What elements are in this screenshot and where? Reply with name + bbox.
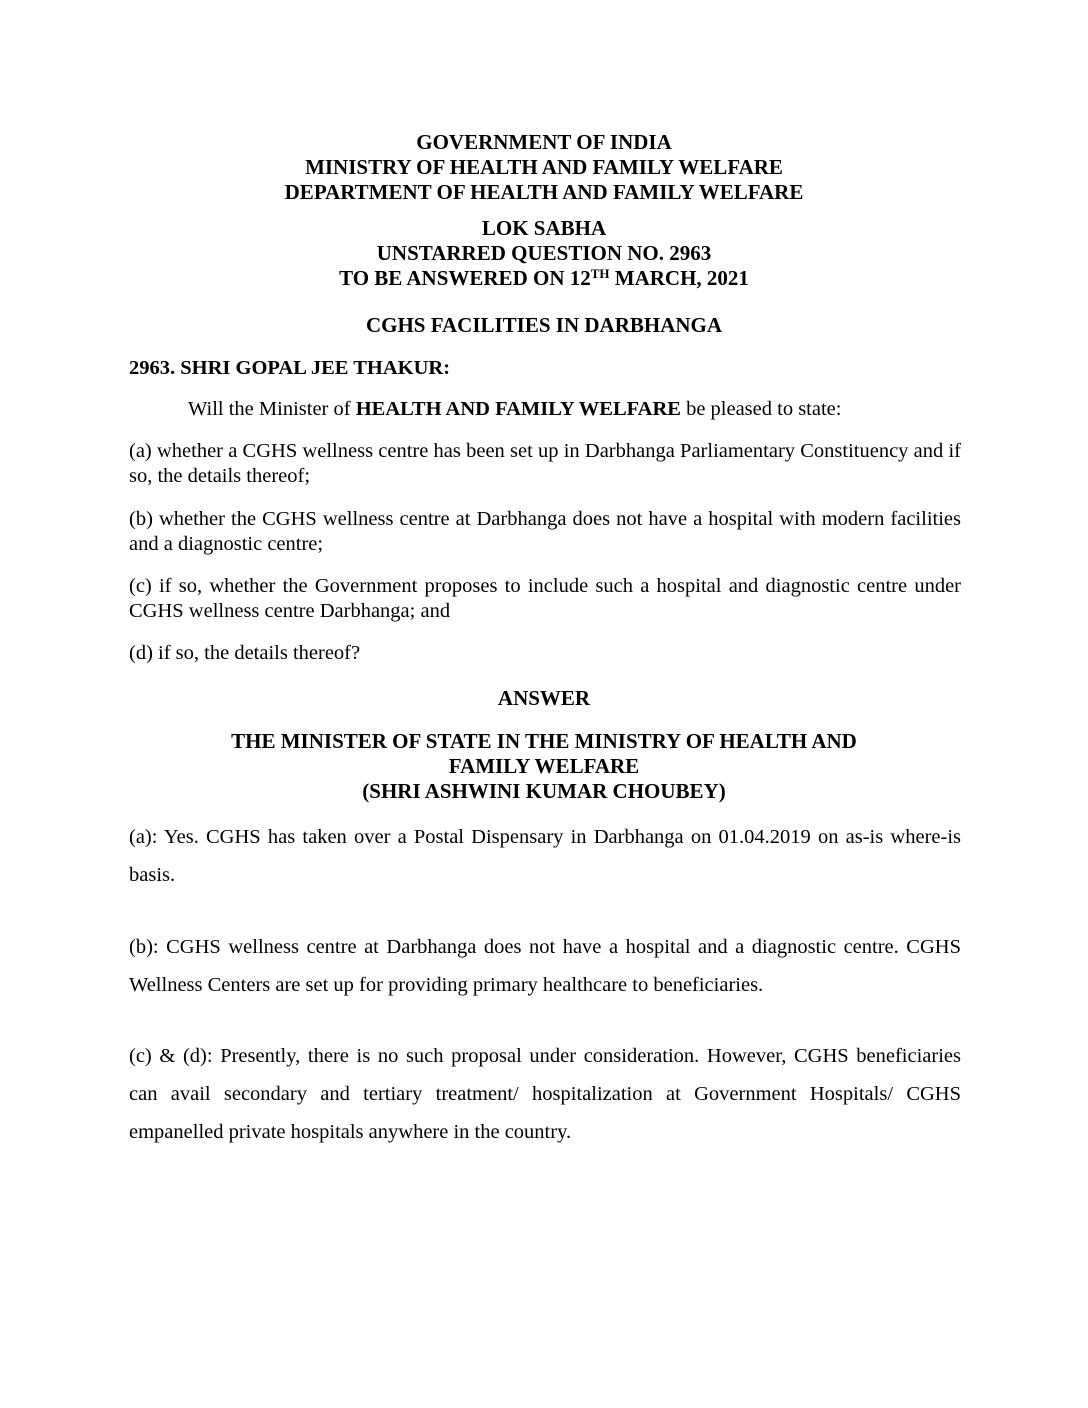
intro-pre: Will the Minister of bbox=[188, 398, 356, 420]
answer-date-suffix: MARCH, 2021 bbox=[609, 266, 749, 290]
answer-date bbox=[0, 266, 1088, 291]
intro-ministry: HEALTH AND FAMILY WELFARE bbox=[355, 398, 681, 420]
answer-heading: ANSWER bbox=[497, 686, 591, 710]
house-name: LOK SABHA bbox=[481, 216, 607, 240]
house-block bbox=[0, 216, 1088, 291]
answer-date-superscript: TH bbox=[590, 266, 610, 281]
header-line-1: GOVERNMENT OF INDIA bbox=[416, 130, 672, 154]
asker-name: 2963. SHRI GOPAL JEE THAKUR: bbox=[129, 357, 451, 379]
header-line-3: DEPARTMENT OF HEALTH AND FAMILY WELFARE bbox=[284, 180, 804, 204]
minister-line-2: FAMILY WELFARE bbox=[448, 754, 640, 778]
question-number: UNSTARRED QUESTION NO. 2963 bbox=[376, 241, 712, 265]
answer-b: (b): CGHS wellness centre at Darbhanga does not have a hospital and a diagnostic centre. CGHS Wellness Centers are set up for providing primary healthcare to beneficiaries. bbox=[129, 936, 961, 996]
intro-post: be pleased to state: bbox=[680, 398, 842, 420]
answer-cd: (c) & (d): Presently, there is no such proposal under consideration. However, CGHS beneficiaries can avail secondary and tertiary treatment/ hospitalization at Government Hospitals/ CGHS empanelled private hospitals anywhere in the country. bbox=[129, 1045, 961, 1143]
government-header bbox=[0, 130, 1088, 205]
subject-title: CGHS FACILITIES IN DARBHANGA bbox=[365, 313, 723, 337]
question-b: (b) whether the CGHS wellness centre at Darbhanga does not have a hospital with modern facilities and a diagnostic centre; bbox=[129, 508, 961, 555]
answer-date-prefix: TO BE ANSWERED ON 12 bbox=[339, 266, 591, 290]
answer-a: (a): Yes. CGHS has taken over a Postal Dispensary in Darbhanga on 01.04.2019 on as-is where-is basis. bbox=[129, 826, 961, 886]
question-c: (c) if so, whether the Government proposes to include such a hospital and diagnostic centre under CGHS wellness centre Darbhanga; and bbox=[129, 575, 961, 622]
header-line-2: MINISTRY OF HEALTH AND FAMILY WELFARE bbox=[305, 155, 783, 179]
minister-line-3: (SHRI ASHWINI KUMAR CHOUBEY) bbox=[362, 779, 726, 803]
question-intro bbox=[129, 397, 961, 422]
question-d: (d) if so, the details thereof? bbox=[129, 642, 361, 664]
minister-block bbox=[0, 729, 1088, 804]
minister-line-1: THE MINISTER OF STATE IN THE MINISTRY OF HEALTH AND bbox=[231, 729, 857, 753]
question-a: (a) whether a CGHS wellness centre has been set up in Darbhanga Parliamentary Constituency and if so, the details thereof; bbox=[129, 440, 961, 487]
